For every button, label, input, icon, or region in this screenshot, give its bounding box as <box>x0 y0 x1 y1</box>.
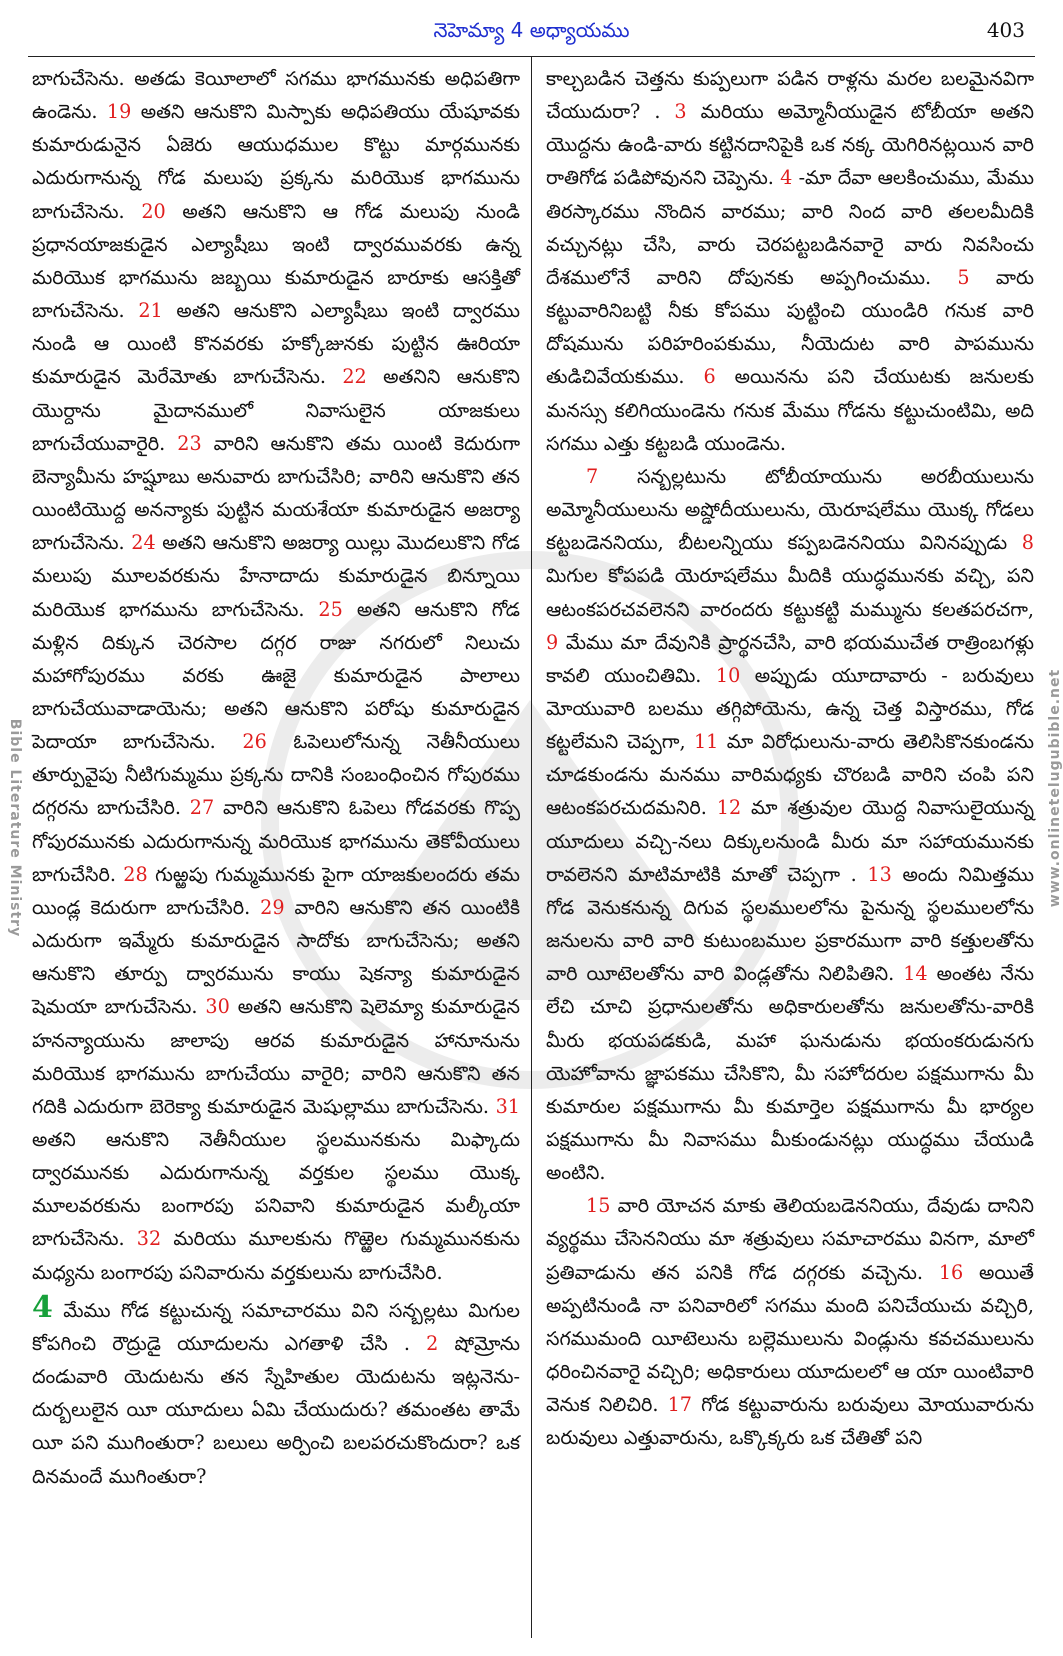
verse-number: 30 <box>205 995 230 1019</box>
verse-text: అతని ఆనుకొని షెలెమ్యా కుమారుడైన హనన్యాయును జాలాపు ఆరవ కుమారుడైన హానూనును మరియొక భాగమును బాగుచేయు వారైరి; వారిని ఆనుకొని తన గదికి ఎదురుగా బెరెక్యా కుమారుడైన మెషుల్లాము బాగుచేసెను. <box>32 995 520 1118</box>
verse-number: 29 <box>260 895 285 919</box>
verse-number: 13 <box>867 862 892 886</box>
verse-text: మిగుల కోపపడి యెరూషలేము మీదికి యుద్ధమునకు వచ్చి, పని ఆటంకపరచవలెనని వారందరు కట్టుకట్టి మమ్మును కలతపరచగా, <box>546 564 1034 621</box>
verse-text: అతని ఆనుకొని అజర్యా యిల్లు మొదలుకొని గోడ మలుపు మూలవరకును హేనాదాదు కుమారుడైన బిన్నూయి మరియొక భాగమును బాగుచేసెను. <box>32 531 520 621</box>
page-header <box>28 18 1035 48</box>
verse-number: 12 <box>716 796 742 820</box>
verse-text: అందు నిమిత్తము గోడ వెనుకనున్న దిగువ స్థలములలోను పైనున్న స్థలములలోను జనులను వారి వారి కుటుంబముల ప్రకారముగా వారి కత్తులతోను వారి యీటెలతోను వారి విండ్లతోను నిలిపితిని. <box>546 862 1034 986</box>
verse-text: గోడ కట్టువారును బరువులు మోయువారును బరువులు ఎత్తువారును, ఒక్కొక్కరు ఒక చేతితో పని <box>546 1393 1034 1450</box>
side-text-left: Bible Literature Ministry <box>7 718 23 938</box>
page-number: 403 <box>986 18 1025 42</box>
verse-number: 25 <box>318 597 343 621</box>
side-text-right: www.onlinetelugubible.net <box>1047 668 1063 908</box>
verse-text: మా విరోధులును-వారు తెలిసికొనకుండను చూడకుండను మనము వారిమధ్యకు చొరబడి వారిని చంపి పని ఆటంకపరచుదమనిరి. <box>546 730 1034 820</box>
verse-number: 2 <box>426 1331 439 1355</box>
verse-number: 15 <box>586 1194 611 1218</box>
column-divider <box>531 56 532 1638</box>
chapter-number: 4 <box>32 1289 53 1325</box>
verse-text: అయినను పని చేయుటకు జనులకు మనస్సు కలిగియుండెను గనుక మేము గోడను కట్టుచుంటిమి, అది సగము ఎత్తు కట్టబడి యుండెను. <box>546 365 1035 455</box>
verse-text: అయితే అప్పటినుండి నా పనివారిలో సగము మంది పనిచేయుచు వచ్చిరి, సగముమంది యీటెలును బల్లెములును విండ్లును కవచములును ధరించినవారై వచ్చిరి; అధికారులు యూదులలో ఆ యా యింటివారి వెనుక నిలిచిరి. <box>546 1260 1034 1417</box>
verse-number: 23 <box>177 431 202 455</box>
verse-number: 7 <box>586 464 599 488</box>
verse-number: 6 <box>703 365 716 389</box>
verse-text: అతనిని ఆనుకొని యొర్దాను మైదానములో నివాసులైన యాజకులు బాగుచేయువారైరి. <box>32 365 520 455</box>
verse-text: -మా దేవా ఆలకించుము, మేము తిరస్కారము నొందిన వారము; వారి నింద వారి తలలమీదికి వచ్చునట్లు చేసి, వారు చెరపట్టబడినవారై వారు నివసించు దేశములోనే వారిని దోపునకు అప్పగించుము. <box>546 166 1034 289</box>
verse-number: 27 <box>189 796 215 820</box>
verse-text: అతని ఆనుకొని ఆ గోడ మలుపు నుండి ప్రధానయాజకుడైన ఎల్యాషీబు ఇంటి ద్వారమువరకు ఉన్న మరియొక భాగమును జబ్బయి కుమారుడైన బారూకు ఆసక్తితో బాగుచేసెను. <box>32 199 520 323</box>
verse-text: వారు కట్టువారినిబట్టి నీకు కోపము పుట్టించి యుండిరి గనుక వారి దోషమును పరిహరింపకుము, నీయెదుట వారి పాపమును తుడిచివేయకుము. <box>546 265 1034 389</box>
verse-number: 28 <box>123 862 148 886</box>
verse-text: మేము మా దేవునికి ప్రార్థనచేసి, వారి భయముచేత రాత్రింబగళ్లు కావలి యుంచితిమి. <box>546 630 1034 687</box>
paragraph <box>546 1189 1034 1454</box>
verse-text: అప్పుడు యూదావారు - బరువులు మోయువారి బలము తగ్గిపోయెను, ఉన్న చెత్త విస్తారము, గోడ కట్టలేమని చెప్పగా, <box>546 663 1034 754</box>
verse-number: 11 <box>693 730 719 754</box>
verse-text: వారిని ఆనుకొని తన యింటికి ఎదురుగా ఇమ్మేరు కుమారుడైన సాదోకు బాగుచేసెను; అతని ఆనుకొని తూర్పు ద్వారమును కాయు షెకన్యా కుమారుడైన షెమయా బాగుచేసెను. <box>32 895 520 1019</box>
verse-number: 32 <box>136 1227 162 1251</box>
verse-number: 20 <box>141 199 166 223</box>
verse-text: అతని ఆనుకొని నెతీనీయుల స్థలమునకును మిఫ్కాదు ద్వారమునకు ఎదురుగానున్న వర్తకుల స్థలము యొక్క మూలవరకును బంగారపు పనివాని కుమారుడైన మల్కీయా బాగుచేసెను. <box>32 1128 520 1251</box>
verse-text: బాగుచేసెను. అతడు కెయీలాలో సగము భాగమునకు అధిపతిగా ఉండెను. <box>32 67 520 124</box>
verse-text: మరియు అమ్మోనీయుడైన టోబీయా అతని యొద్దను ఉండి-వారు కట్టినదానిపైకి ఒక నక్క యెగిరినట్లయిన వారి రాతిగోడ పడిపోవునని చెప్పెను. <box>546 100 1034 190</box>
verse-text: మరియు మూలకును గొఱ్ఱెల గుమ్మమునకును మధ్యను బంగారపు పనివారును వర్తకులును బాగుచేసిరి. <box>32 1227 520 1284</box>
verse-number: 3 <box>674 100 687 124</box>
verse-number: 19 <box>106 100 132 124</box>
verse-number: 14 <box>903 962 928 986</box>
verse-number: 5 <box>957 265 970 289</box>
verse-number: 17 <box>667 1393 693 1417</box>
verse-number: 4 <box>780 166 793 190</box>
verse-text: అతని ఆనుకొని గోడ మళ్లిన దిక్కున చెరసాల దగ్గర రాజు నగరులో నిలుచు మహాగోపురము వరకు ఊజై కుమారుడైన పాలాలు బాగుచేయువాడాయెను; అతని ఆనుకొని పరోషు కుమారుడైన పెదాయా బాగుచేసెను. <box>32 597 520 754</box>
verse-number: 8 <box>1021 531 1034 555</box>
verse-text: అతని ఆనుకొని మిస్పాకు అధిపతియు యేషూవకు కుమారుడునైన ఏజెరు ఆయుధముల కొట్టు మార్గమునకు ఎదురుగానున్న గోడ మలుపు ప్రక్కను మరియొక భాగమును బాగుచేసెను. <box>32 100 521 223</box>
verse-number: 21 <box>138 299 163 323</box>
verse-number: 22 <box>342 365 367 389</box>
chapter-title: నెహెమ్యా 4 అధ్యాయము <box>433 18 630 42</box>
verse-text: వారి యోచన మాకు తెలియబడెననియు, దేవుడు దానిని వ్యర్థము చేసెననియు మా శత్రువులు సమాచారము వినగా, మాలో ప్రతివాడును తన పనికి గోడ దగ్గరకు వచ్చెను. <box>546 1194 1034 1284</box>
verse-number: 26 <box>242 730 267 754</box>
verse-text: వారిని ఆనుకొని ఓపెలు గోడవరకు గొప్ప గోపురమునకు ఎదురుగానున్న మరియొక భాగమును తెకోవీయులు బాగుచేసిరి. <box>32 796 520 886</box>
verse-number: 10 <box>715 663 741 687</box>
left-column <box>32 62 520 1493</box>
paragraph <box>32 1291 520 1493</box>
verse-number: 24 <box>131 531 156 555</box>
verse-text: అంతట నేను లేచి చూచి ప్రధానులతోను అధికారులతోను జనులతోను-వారికి మీరు భయపడకుడి, మహా ఘనుడును భయంకరుడునగు యెహోవాను జ్ఞాపకము చేసికొని, మీ సహోదరుల పక్షముగాను మీ కుమారుల పక్షముగాను మీ కుమార్తెల పక్షముగాను మీ భార్యల పక్షముగాను మీ నివాసము మీకుండునట్లు యుద్ధము చేయుడి అంటిని. <box>546 962 1034 1185</box>
verse-text: అతని ఆనుకొని ఎల్యాషీబు ఇంటి ద్వారము నుండి ఆ యింటి కొనవరకు హక్కోజునకు పుట్టిన ఊరియా కుమారుడైన మెరేమోతు బాగుచేసెను. <box>32 299 520 389</box>
verse-text: గుఱ్ఱపు గుమ్మమునకు పైగా యాజకులందరు తమ యిండ్ల కెదురుగా బాగుచేసిరి. <box>32 862 520 919</box>
paragraph <box>32 62 520 1289</box>
verse-text: మా శత్రువుల యొద్ద నివాసులైయున్న యూదులు వచ్చి-నలు దిక్కులనుండి మీరు మా సహాయమునకు రావలెనని మాటిమాటికి మాతో చెప్పగా . <box>546 796 1034 886</box>
verse-number: 16 <box>938 1260 964 1284</box>
verse-number: 31 <box>495 1094 520 1118</box>
verse-number: 9 <box>546 630 559 654</box>
verse-text: కాల్చబడిన చెత్తను కుప్పలుగా పడిన రాళ్లను మరల బలమైనవిగా చేయుదురా? . <box>546 67 1034 124</box>
verse-text: షోమ్రోను దండువారి యెదుటను తన స్నేహితుల యెదుటను ఇట్లనెను-దుర్బలులైన యీ యూదులు ఏమి చేయుదురు? తమంతట తామే యీ పని ముగింతురా? బలులు అర్పించి బలపరచుకొందురా? ఒక దినమందే ముగింతురా? <box>32 1331 521 1488</box>
verse-text: వారిని ఆనుకొని తమ యింటి కెదురుగా బెన్యామీను హష్షూబు అనువారు బాగుచేసిరి; వారిని ఆనుకొని తన యింటియొద్ద అనన్యాకు పుట్టిన మయశేయా కుమారుడైన అజర్యా బాగుచేసెను. <box>32 431 521 555</box>
verse-text: ఓపెలులోనున్న నెతీనీయులు తూర్పువైపు నీటిగుమ్మము ప్రక్కను దానికి సంబంధించిన గోపురము దగ్గరను బాగుచేసిరి. <box>32 730 520 820</box>
verse-text: సన్బల్లటును టోబీయాయును అరబీయులును అమ్మోనీయులును అష్డోదీయులును, యెరూషలేము యొక్క గోడలు కట్టబడెననియు, బీటలన్నియు కప్పబడెననియు వినినప్పుడు <box>546 464 1034 555</box>
paragraph <box>546 460 1034 1189</box>
right-column <box>546 62 1034 1455</box>
paragraph <box>546 62 1034 460</box>
verse-text: మేము గోడ కట్టుచున్న సమాచారము విని సన్బల్లటు మిగుల కోపగించి రౌద్రుడై యూదులను ఎగతాళి చేసి . <box>32 1298 520 1355</box>
